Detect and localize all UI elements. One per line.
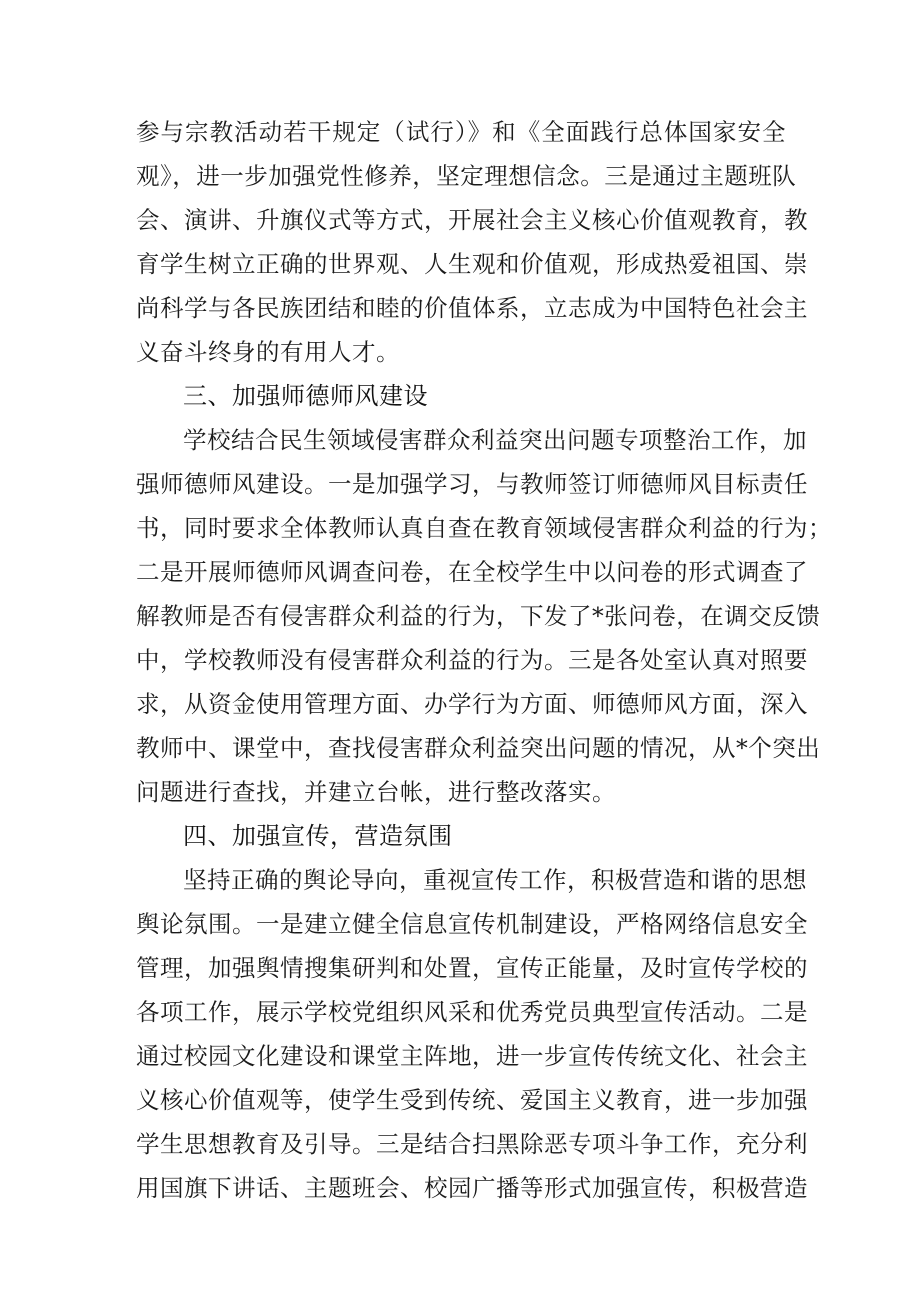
paragraph-line: 教师中、课堂中，查找侵害群众利益突出问题的情况，从*个突出 [136,734,821,762]
paragraph-line: 用国旗下讲话、主题班会、校园广播等形式加强宣传，积极营造 [136,1174,808,1202]
paragraph-line: 管理，加强舆情搜集研判和处置，宣传正能量，及时宣传学校的 [136,954,808,982]
paragraph-line: 义核心价值观等，使学生受到传统、爱国主义教育，进一步加强 [136,1086,808,1114]
section-heading-3: 三、加强师德师风建设 [183,382,428,410]
paragraph-line: 求，从资金使用管理方面、办学行为方面、师德师风方面，深入 [136,690,808,718]
paragraph-line: 学校结合民生领域侵害群众利益突出问题专项整治工作，加 [183,426,807,454]
paragraph-line: 中，学校教师没有侵害群众利益的行为。三是各处室认真对照要 [136,646,808,674]
paragraph-line: 坚持正确的舆论导向，重视宣传工作，积极营造和谐的思想 [183,866,807,894]
paragraph-line: 问题进行查找，并建立台帐，进行整改落实。 [136,778,616,806]
paragraph-line: 尚科学与各民族团结和睦的价值体系，立志成为中国特色社会主 [136,294,808,322]
paragraph-line: 书，同时要求全体教师认真自查在教育领域侵害群众利益的行为； [136,514,832,542]
paragraph-line: 参与宗教活动若干规定（试行）》和《全面践行总体国家安全 [136,118,786,146]
paragraph-line: 义奋斗终身的有用人才。 [136,338,400,366]
paragraph-line: 学生思想教育及引导。三是结合扫黑除恶专项斗争工作，充分利 [136,1130,808,1158]
paragraph-line: 育学生树立正确的世界观、人生观和价值观，形成热爱祖国、崇 [136,250,808,278]
paragraph-line: 各项工作，展示学校党组织风采和优秀党员典型宣传活动。二是 [136,998,808,1026]
paragraph-line: 解教师是否有侵害群众利益的行为，下发了*张问卷，在调交反馈 [136,602,821,630]
paragraph-line: 二是开展师德师风调查问卷，在全校学生中以问卷的形式调查了 [136,558,808,586]
paragraph-line: 观》，进一步加强党性修养，坚定理想信念。三是通过主题班队 [136,162,797,190]
section-heading-4: 四、加强宣传，营造氛围 [183,822,453,850]
paragraph-line: 舆论氛围。一是建立健全信息宣传机制建设，严格网络信息安全 [136,910,808,938]
paragraph-line: 强师德师风建设。一是加强学习，与教师签订师德师风目标责任 [136,470,808,498]
paragraph-line: 通过校园文化建设和课堂主阵地，进一步宣传传统文化、社会主 [136,1042,808,1070]
paragraph-line: 会、演讲、升旗仪式等方式，开展社会主义核心价值观教育，教 [136,206,808,234]
